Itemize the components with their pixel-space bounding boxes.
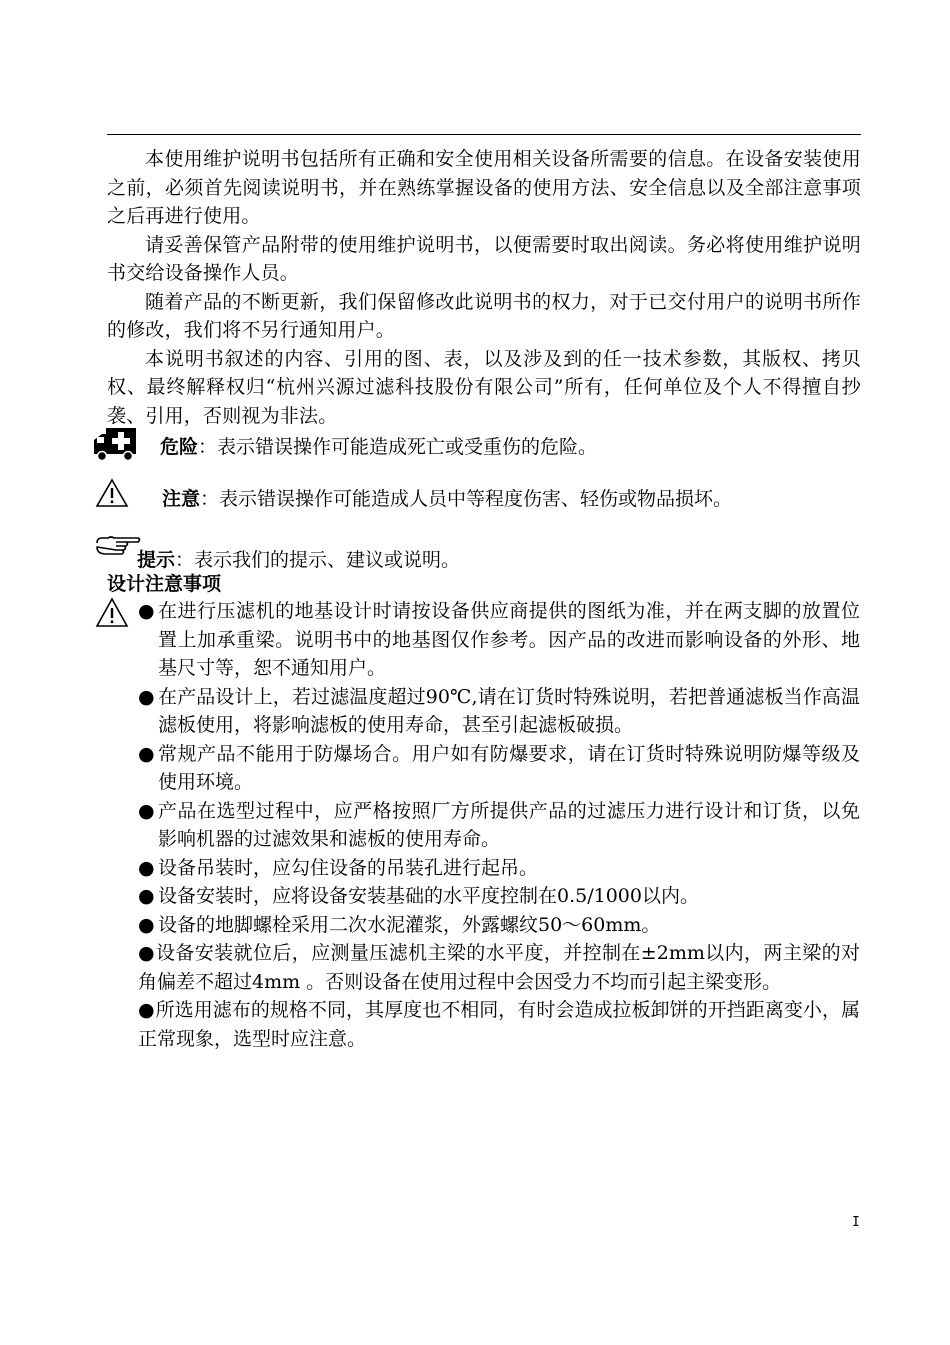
danger-text: ：表示错误操作可能造成死亡或受重伤的危险。 <box>198 436 598 458</box>
list-item: ● 常规产品不能用于防爆场合。用户如有防爆要求，请在订货时特殊说明防爆等级及使用环境。 <box>138 740 860 797</box>
list-item: ● 设备安装时，应将设备安装基础的水平度控制在0.5/1000以内。 <box>138 882 860 911</box>
bullet: ● <box>138 799 155 822</box>
intro-paragraph: 本说明书叙述的内容、引用的图、表，以及涉及到的任一技术参数，其版权、拷贝权、最终解释权归“杭州兴源过滤科技股份有限公司”所有，任何单位及个人不得擅自抄袭、引用，否则视为非法。 <box>107 347 861 427</box>
list-item: ● 在产品设计上，若过滤温度超过90℃,请在订货时特殊说明，若把普通滤板当作高温滤板使用，将影响滤板的使用寿命，甚至引起滤板破损。 <box>138 683 860 740</box>
ambulance-icon <box>92 426 138 467</box>
bullet: ● <box>138 913 155 936</box>
tip-text: ：表示我们的提示、建议或说明。 <box>175 549 461 571</box>
list-item: ● 设备吊装时，应勾住设备的吊装孔进行起吊。 <box>138 854 860 883</box>
bullet: ● <box>138 600 155 622</box>
list-item: ● 在进行压滤机的地基设计时请按设备供应商提供的图纸为准，并在两支脚的放置位置上加承重梁。说明书中的地基图仅作参考。因产品的改进而影响设备的外形、地基尺寸等，恕不通知用户。 <box>138 597 860 683</box>
section-title: 设计注意事项 <box>107 573 222 595</box>
tip-notice <box>92 535 872 575</box>
bullet: ● <box>138 856 155 879</box>
intro-paragraph: 随着产品的不断更新，我们保留修改此说明书的权力，对于已交付用户的说明书所作的修改，我们将不另行通知用户。 <box>107 290 861 341</box>
tip-label: 提示 <box>137 549 176 571</box>
warning-triangle-icon <box>95 478 129 513</box>
list-item: ● 产品在选型过程中，应严格按照厂方所提供产品的过滤压力进行设计和订货，以免影响机器的过滤效果和滤板的使用寿命。 <box>138 797 860 854</box>
intro-paragraph: 请妥善保管产品附带的使用维护说明书，以便需要时取出阅读。务必将使用维护说明书交给设备操作人员。 <box>107 233 861 284</box>
warning-triangle-icon <box>95 597 129 633</box>
caution-text: ：表示错误操作可能造成人员中等程度伤害、轻伤或物品损坏。 <box>200 488 733 510</box>
design-notes-list <box>138 597 860 1053</box>
list-item: ●设备安装就位后，应测量压滤机主梁的水平度，并控制在±2mm以内，两主梁的对角偏差不超过4mm 。否则设备在使用过程中会因受力不均而引起主梁变形。 <box>138 942 860 993</box>
bullet: ● <box>138 999 155 1021</box>
caution-label: 注意 <box>162 488 201 510</box>
page-number: I <box>852 1215 860 1230</box>
danger-notice <box>92 426 872 466</box>
list-item: ●所选用滤布的规格不同，其厚度也不相同，有时会造成拉板卸饼的开挡距离变小，属正常现象，选型时应注意。 <box>138 999 860 1050</box>
bullet: ● <box>138 685 155 708</box>
bullet: ● <box>138 885 155 907</box>
header-rule <box>107 134 861 135</box>
pointing-hand-icon <box>94 535 142 566</box>
intro-section <box>107 145 861 430</box>
list-item: ● 设备的地脚螺栓采用二次水泥灌浆，外露螺纹50～60mm。 <box>138 911 860 940</box>
intro-paragraph: 本使用维护说明书包括所有正确和安全使用相关设备所需要的信息。在设备安装使用之前，必须首先阅读说明书，并在熟练掌握设备的使用方法、安全信息以及全部注意事项之后再进行使用。 <box>107 148 861 227</box>
danger-label: 危险 <box>160 436 199 458</box>
bullet: ● <box>138 942 155 964</box>
bullet: ● <box>138 742 155 765</box>
caution-notice <box>92 478 872 518</box>
